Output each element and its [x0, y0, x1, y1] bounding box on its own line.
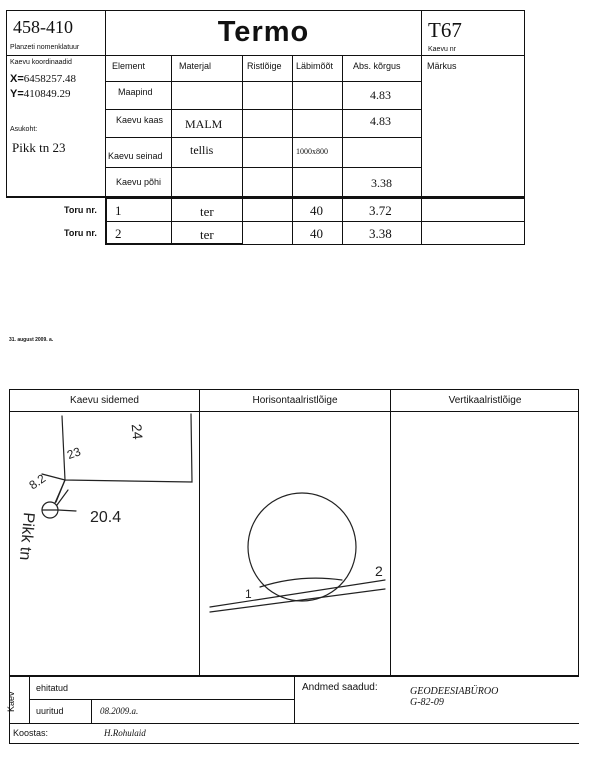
col-header-label: Läbimõõt	[296, 61, 334, 71]
location-label: Asukoht:	[10, 126, 38, 133]
row-korgus-value: 4.83	[370, 114, 391, 128]
row-labimoot-cell	[292, 109, 343, 138]
pipe-labimoot: 40	[310, 226, 323, 241]
row-element-cell	[105, 167, 172, 197]
pipe-materjal: ter	[200, 204, 214, 219]
pipe-labimoot-cell	[292, 221, 343, 245]
pipe-labimoot: 40	[310, 203, 323, 218]
pipe-korgus-cell	[342, 221, 422, 245]
pipe-1-marker: 1	[245, 587, 252, 601]
row-korgus-cell	[342, 137, 422, 168]
row-materjal-value: MALM	[185, 117, 223, 131]
row-materjal-cell	[171, 81, 243, 110]
row-korgus-cell	[342, 167, 422, 197]
pipe-2-marker: 2	[375, 563, 383, 579]
notes-column	[421, 55, 525, 197]
building-line-3	[55, 480, 65, 503]
row-labimoot-value: 1000x800	[296, 147, 328, 156]
footer-compiled-value: H.Rohulaid	[104, 728, 146, 738]
x-label: X=	[10, 73, 24, 85]
well-number: T67	[428, 18, 462, 42]
col-title-vertikaal: Vertikaalristlõige	[448, 395, 522, 406]
footer-surveyed-value: 08.2009.a.	[100, 706, 139, 716]
col-title-horisontaal: Horisontaalristlõige	[252, 395, 338, 406]
row-korgus-value: 3.38	[371, 176, 392, 190]
coords-label: Kaevu koordinaadid	[10, 59, 72, 66]
nomenclature-box	[6, 10, 106, 56]
building-outline	[62, 414, 192, 482]
pipe-materjal: ter	[200, 227, 214, 242]
row-element-label: Maapind	[118, 87, 153, 97]
pipe-line-lower	[210, 589, 385, 612]
col-header-label: Materjal	[179, 61, 212, 71]
row-labimoot-cell	[292, 137, 343, 168]
pipe-number-cell	[105, 221, 172, 245]
sketch-label-23: 23	[65, 444, 83, 463]
row-element-cell	[105, 109, 172, 138]
y-coordinate	[10, 88, 71, 100]
col-header-korgus	[342, 55, 422, 82]
row-ristloige-cell	[242, 167, 293, 197]
row-ristloige-cell	[242, 109, 293, 138]
pipe-korgus: 3.72	[369, 203, 392, 218]
row-korgus-value: 4.83	[370, 88, 391, 102]
col-header-label: Märkus	[427, 61, 457, 71]
pipe-number: 2	[115, 226, 122, 241]
diagram-section	[9, 389, 579, 676]
well-number-caption: Kaevu nr	[428, 46, 457, 53]
page-title: Termo	[217, 16, 310, 48]
pipe-line-upper	[210, 580, 385, 607]
row-korgus-cell	[342, 81, 422, 110]
pipe-ristloige-cell	[242, 198, 293, 222]
row-labimoot-cell	[292, 81, 343, 110]
col-header-labimoot	[292, 55, 343, 82]
col-title-kaevu-sidemed: Kaevu sidemed	[70, 395, 139, 406]
title-box	[105, 10, 422, 56]
sidemed-sketch	[10, 412, 199, 675]
col-header-materjal	[171, 55, 243, 82]
pipe-notes-cell	[421, 198, 525, 222]
y-value: 410849.29	[23, 88, 71, 100]
row-materjal-cell	[171, 167, 243, 197]
pipe-notes-cell	[421, 221, 525, 245]
row-element-label: Kaevu kaas	[116, 115, 164, 125]
pipe-ristloige-cell	[242, 221, 293, 245]
footer-rule-2	[9, 723, 579, 724]
pipe-korgus-cell	[342, 198, 422, 222]
pipe-inner-arc	[260, 578, 342, 587]
pipe-materjal-cell	[171, 221, 243, 245]
diagram-divider-2	[390, 390, 391, 675]
pipe-korgus: 3.38	[369, 226, 392, 241]
footer-kaev-label: Kaev	[6, 691, 16, 712]
footer-data-from-label: Andmed saadud:	[302, 682, 378, 693]
date-line: 31. august 2009. a.	[9, 337, 54, 343]
footer-data-from-value: GEODEESIABÜROO	[410, 686, 499, 697]
well-circle	[248, 493, 356, 601]
y-label: Y=	[10, 88, 24, 100]
sketch-label-24: 24	[128, 423, 146, 441]
pipe-1-label: Toru nr.	[64, 205, 97, 215]
footer-row-divider	[29, 699, 294, 700]
footer-compiled-label: Koostas:	[13, 728, 49, 738]
row-ristloige-cell	[242, 137, 293, 168]
horizontal-section-sketch	[200, 412, 390, 675]
footer-value-divider	[91, 699, 92, 723]
row-materjal-cell	[171, 137, 243, 168]
col-header-label: Element	[112, 61, 146, 71]
nomenclature-number: 458-410	[13, 17, 73, 37]
pipe-labimoot-cell	[292, 198, 343, 222]
pipe-2-label: Toru nr.	[64, 228, 97, 238]
footer-mid-divider	[294, 676, 295, 723]
col-header-label: Abs. kõrgus	[353, 61, 401, 71]
row-labimoot-cell	[292, 167, 343, 197]
sketch-label-82: 8.2	[26, 471, 49, 493]
row-element-cell	[105, 81, 172, 110]
footer-surveyed-label: uuritud	[36, 706, 64, 716]
row-element-cell	[105, 137, 172, 168]
street-label: Pikk tn	[15, 511, 37, 561]
footer-built-label: ehitatud	[36, 683, 69, 693]
col-header-label: Ristlõige	[247, 61, 282, 71]
sketch-label-204: 20.4	[90, 509, 122, 526]
well-cross-line	[42, 510, 76, 511]
row-materjal-cell	[171, 109, 243, 138]
x-value: 6458257.48	[23, 73, 77, 85]
footer-data-from-code: G-82-09	[410, 697, 444, 708]
pipe-materjal-cell	[171, 198, 243, 222]
footer-bottom-rule	[9, 743, 579, 744]
row-element-label: Kaevu põhi	[116, 177, 162, 187]
location-value: Pikk tn 23	[12, 140, 66, 155]
coordinates-box	[6, 55, 106, 197]
row-ristloige-cell	[242, 81, 293, 110]
row-korgus-cell	[342, 109, 422, 138]
nomenclature-caption: Planzeti nomenklatuur	[10, 44, 80, 51]
col-header-ristloige	[242, 55, 293, 82]
row-element-label: Kaevu seinad	[108, 151, 163, 161]
row-materjal-value: tellis	[190, 143, 214, 157]
connector-line	[57, 490, 68, 505]
well-number-box	[421, 10, 525, 56]
col-header-element	[105, 55, 172, 82]
pipe-number-cell	[105, 198, 172, 222]
x-coordinate	[10, 73, 76, 85]
pipe-number: 1	[115, 203, 122, 218]
